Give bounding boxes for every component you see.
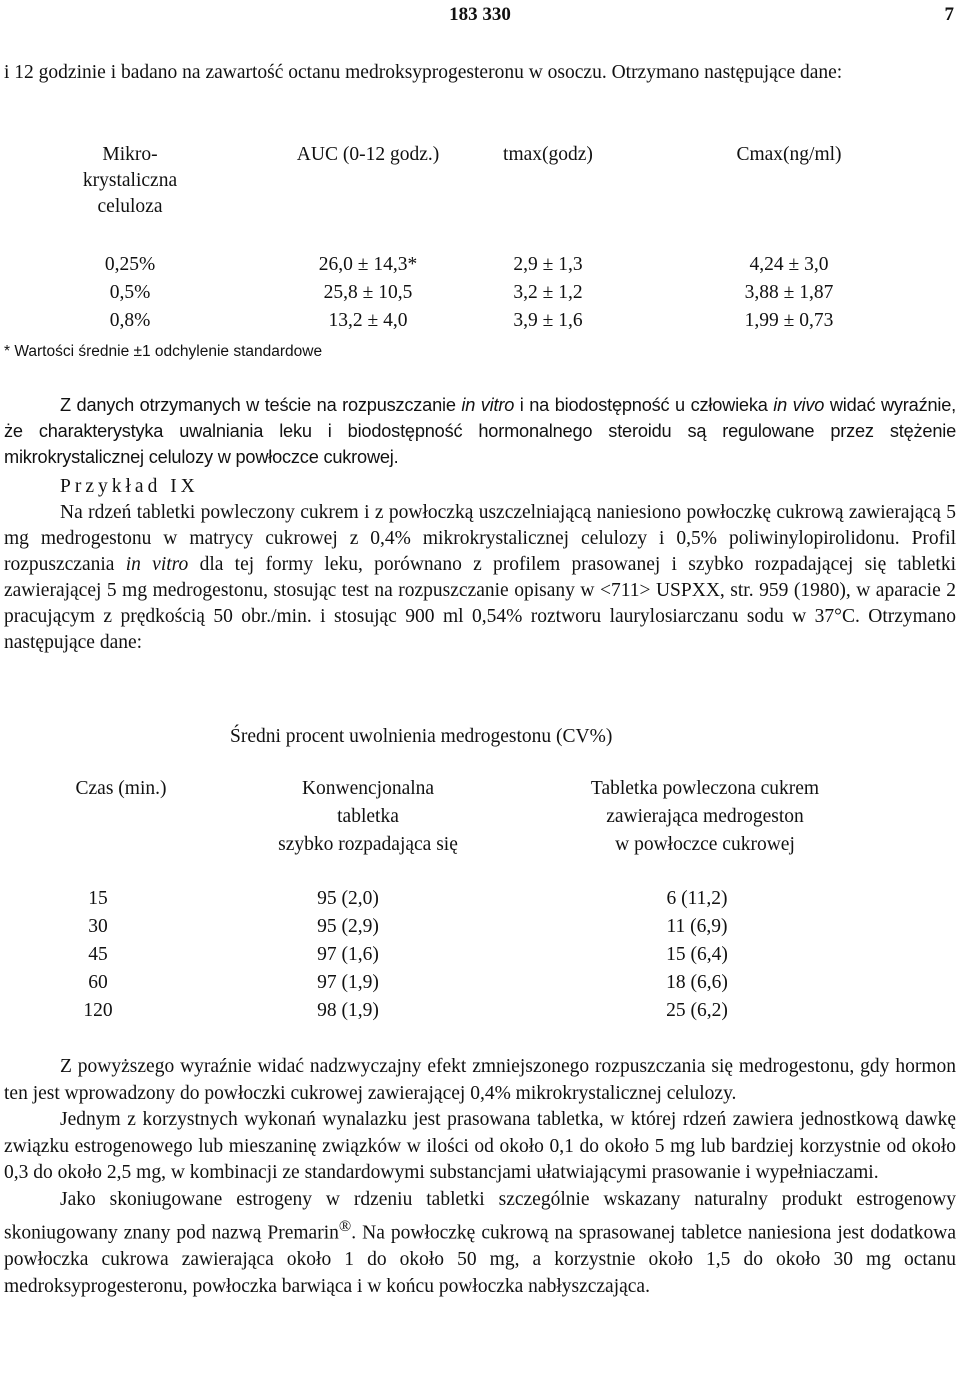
table-row — [0, 998, 960, 1024]
header-cell-cmax: Cmax(ng/ml) — [736, 144, 842, 165]
table-cell: 30 — [88, 916, 108, 937]
table-cell: 26,0 ± 14,3* — [318, 254, 418, 275]
text-run: dla tej formy leku, porównano z profilem prasowanej i szybko rozpadającej się tabletki zawierającej 5 mg medrogestonu, stosując test na rozpuszczanie opisany w <711> USPXX, str. 959 (1980), w aparacie 2 pracującym z prędkością 50 obr./min. i stosując 900 ml 0,54% roztworu laurylosiarczanu sodu w 37°C. Otrzymano następujące dane: — [4, 554, 956, 653]
table-header-row — [0, 832, 960, 858]
header-cell-mcc-line1: Mikro- — [102, 144, 158, 165]
table-header-row — [0, 142, 960, 168]
intro-text: i 12 godzinie i badano na zawartość octanu medroksyprogesteronu w osoczu. Otrzymano następujące dane: — [4, 62, 843, 83]
text-run: widać wyraźnie, że charakterystyka uwalniania leku i biodostępność hormonalnego steroidu są regulowane przez stężenie mikrokrystalicznej celulozy w powłoczce cukrowej. — [4, 395, 956, 467]
table-footnote: * Wartości średnie ±1 odchylenie standardowe — [4, 343, 323, 360]
table-header-row — [0, 194, 960, 220]
table-cell: 25,8 ± 10,5 — [323, 282, 413, 303]
registered-mark: ® — [338, 1217, 352, 1235]
table-row — [0, 252, 960, 278]
table-cell: 13,2 ± 4,0 — [328, 310, 408, 331]
embodiment-paragraph: Jednym z korzystnych wykonań wynalazku jest prasowana tabletka, w której rdzeń zawiera jednostkową dawkę związku estrogenowego lub mieszaninę związków w ilości od około 0,1 do około 5 mg lub bardziej korzystnie od około 0,3 do około 2,5 mg, w kombinacji ze standardowymi substancjami ułatwiającymi prasowanie i wypełniaczami. — [4, 1109, 956, 1183]
table-cell: 6 (11,2) — [666, 888, 728, 909]
table-header-row — [0, 804, 960, 830]
table-row — [0, 280, 960, 306]
text-run: i na biodostępność u człowieka — [514, 395, 774, 415]
table-cell: 15 (6,4) — [666, 944, 728, 965]
text-run: Profil rozpuszczania — [4, 528, 956, 575]
table-cell: 98 (1,9) — [317, 1000, 379, 1021]
conclusion-section — [4, 1054, 956, 1300]
table-cell: 120 — [83, 1000, 113, 1021]
table-row — [0, 914, 960, 940]
table-cell: 0,8% — [109, 310, 151, 331]
intro-paragraph — [4, 60, 956, 86]
header-cell-coated: w powłoczce cukrowej — [615, 834, 795, 855]
conclusion-paragraph: Z powyższego wyraźnie widać nadzwyczajny efekt zmniejszonego rozpuszczania się medrogestonu, gdy hormon ten jest wprowadzony do powłoczki cukrowej zawierającej 0,4% mikrokrystalicznej celulozy. — [4, 1056, 956, 1104]
table-cell: 0,5% — [109, 282, 151, 303]
header-cell-conventional: Konwencjonalna — [301, 778, 435, 799]
italic-term: in vivo — [773, 395, 825, 415]
header-cell-conventional: szybko rozpadająca się — [278, 834, 458, 855]
table-cell: 45 — [88, 944, 108, 965]
header-cell-coated: Tabletka powleczona cukrem — [590, 778, 820, 799]
header-cell-coated: zawierająca medrogeston — [606, 806, 804, 827]
text-run: Jako skoniugowane estrogeny w rdzeniu tabletki szczególnie wskazany naturalny produkt estrogenowy skoniugowany znany pod nazwą Premarin — [4, 1188, 956, 1244]
italic-term: in vitro — [125, 554, 189, 575]
header-cell-auc: AUC (0-12 godz.) — [296, 144, 440, 165]
table-cell: 95 (2,9) — [317, 916, 379, 937]
text-run: Na rdzeń tabletki powleczony cukrem i z powłoczką uszczelniającą naniesiono powłoczkę cukrową zawierającą 5 mg medrogestonu w matrycy cukrowej z 0,4% mikrokrystalicznej celulozy i 0,5% poliwinylopirolidonu. — [4, 502, 956, 549]
document-number: 183 330 — [449, 4, 511, 25]
table-cell: 97 (1,6) — [317, 944, 379, 965]
results-paragraph — [4, 392, 956, 470]
release-table-title: Średni procent uwolnienia medrogestonu (CV%) — [230, 726, 613, 747]
header-cell-mcc-line3: celuloza — [97, 196, 163, 217]
table-cell: 97 (1,9) — [317, 972, 379, 993]
italic-term: in vitro — [461, 395, 515, 415]
header-cell-tmax: tmax(godz) — [503, 144, 593, 165]
header-cell-conventional: tabletka — [337, 806, 399, 827]
table-cell: 2,9 ± 1,3 — [513, 254, 583, 275]
table-cell: 18 (6,6) — [666, 972, 728, 993]
header-cell-time: Czas (min.) — [75, 778, 167, 799]
header-cell-mcc-line2: krystaliczna — [82, 170, 178, 191]
table-cell: 95 (2,0) — [317, 888, 379, 909]
example-section — [4, 474, 956, 656]
table-row — [0, 970, 960, 996]
table-cell: 0,25% — [104, 254, 156, 275]
premarin-paragraph — [4, 1187, 956, 1301]
table-cell: 60 — [88, 972, 108, 993]
table-cell: 3,2 ± 1,2 — [513, 282, 583, 303]
table-cell: 3,9 ± 1,6 — [513, 310, 583, 331]
table-cell: 3,88 ± 1,87 — [744, 282, 834, 303]
table-row — [0, 942, 960, 968]
table-header-row — [0, 168, 960, 194]
table-cell: 4,24 ± 3,0 — [749, 254, 829, 275]
page-number: 7 — [944, 4, 954, 25]
table-row — [0, 308, 960, 334]
text-run: . Na powłoczkę cukrową na sprasowanej tabletce naniesiona jest dodatkowa powłoczka cukrowa zawierająca około 1 do około 50 mg, a korzystnie około 1,5 do około 30 mg octanu medroksyprogesteronu, powłoczka barwiąca i w końcu powłoczka nabłyszczająca. — [4, 1222, 956, 1297]
table-cell: 15 — [88, 888, 108, 909]
table-cell: 1,99 ± 0,73 — [744, 310, 834, 331]
table-cell: 11 (6,9) — [666, 916, 728, 937]
text-run: Z danych otrzymanych w teście na rozpuszczanie — [60, 395, 462, 415]
example-heading: Przykład IX — [60, 476, 199, 497]
table-header-row — [0, 776, 960, 802]
table-row — [0, 886, 960, 912]
table-cell: 25 (6,2) — [666, 1000, 728, 1021]
